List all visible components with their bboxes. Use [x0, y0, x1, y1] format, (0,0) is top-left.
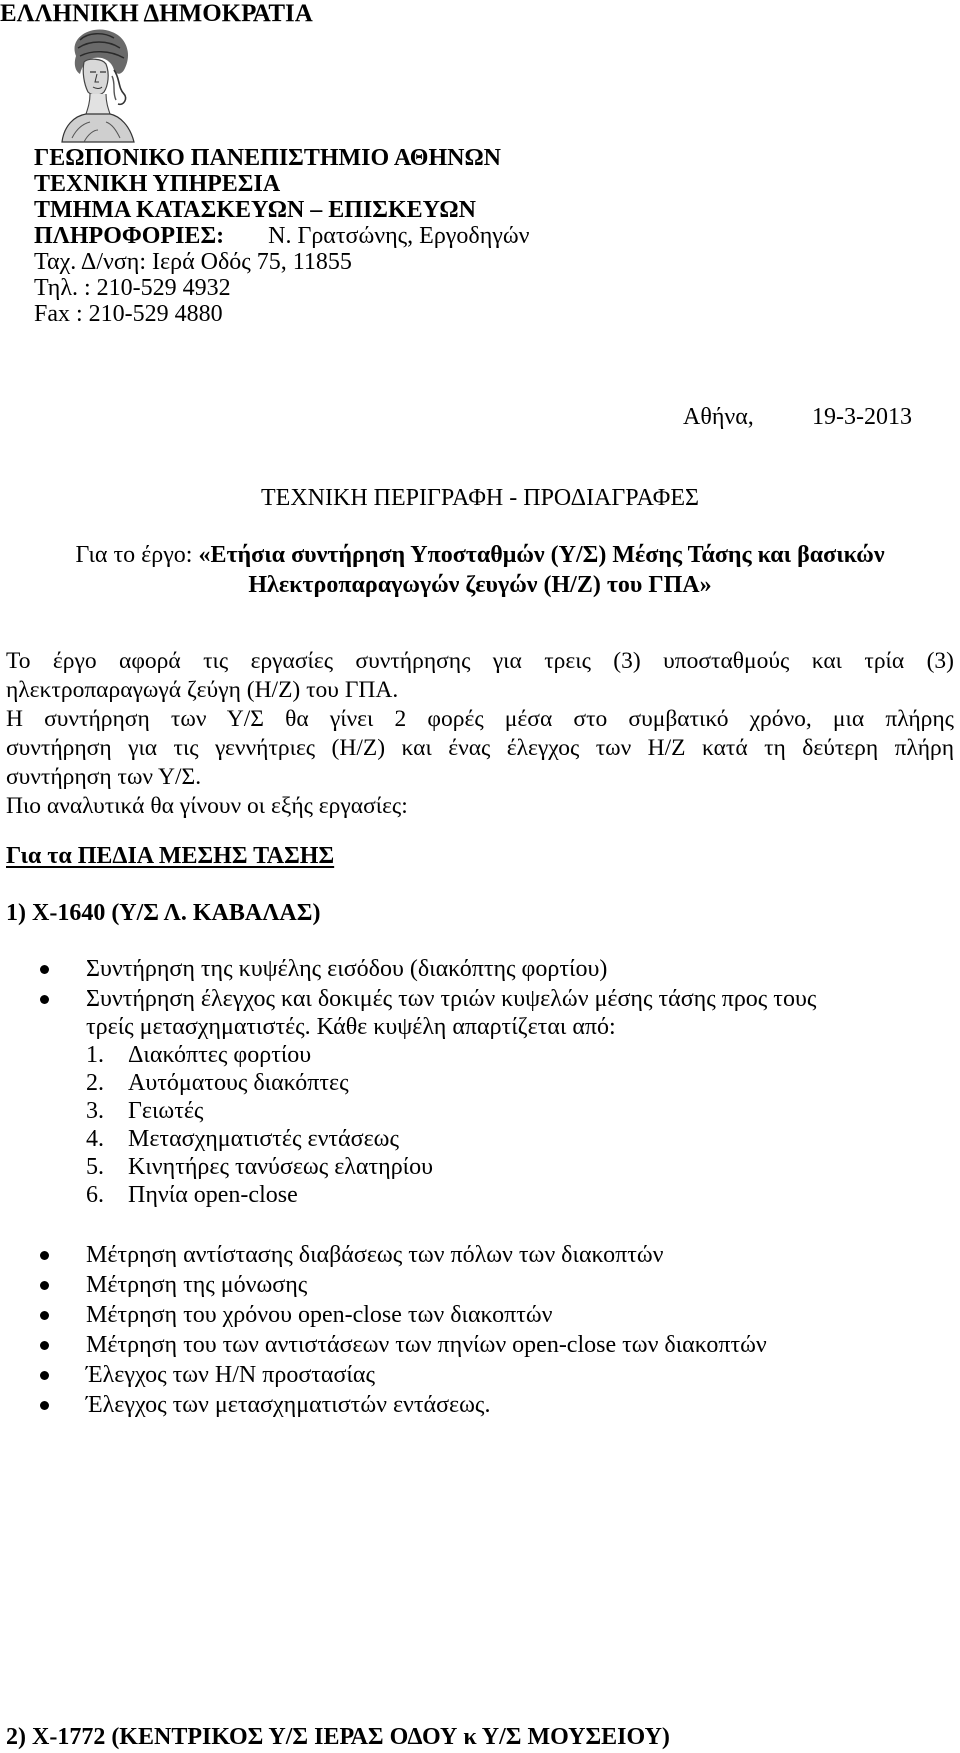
document-title: ΤΕΧΝΙΚΗ ΠΕΡΙΓΡΑΦΗ - ΠΡΟΔΙΑΓΡΑΦΕΣ [261, 485, 699, 511]
task-item: Συντήρηση της κυψέλης εισόδου (διακόπτης φορτίου) [86, 956, 608, 982]
task-item: Συντήρηση έλεγχος και δοκιμές των τριών κυψελών μέσης τάσης προς τους [86, 986, 817, 1012]
numbered-item: 3. Γειωτές [86, 1098, 204, 1124]
bullet-icon [40, 995, 49, 1004]
phone-line: Τηλ. : 210-529 4932 [34, 275, 231, 301]
country-heading: ΕΛΛΗΝΙΚΗ ΔΗΜΟΚΡΑΤΙΑ [0, 0, 313, 27]
university-logo-bust [54, 26, 138, 144]
university-name: ΓΕΩΠΟΝΙΚΟ ΠΑΝΕΠΙΣΤΗΜΙΟ ΑΘΗΝΩΝ [34, 145, 502, 171]
info-label: ΠΛΗΡΟΦΟΡΙΕΣ: [34, 223, 225, 249]
info-value: Ν. Γρατσώνης, Εργοδηγών [268, 223, 530, 249]
info-line [34, 222, 530, 250]
measurement-item: Μέτρηση του χρόνου open-close των διακοπτών [86, 1302, 553, 1328]
measurement-item: Μέτρηση αντίστασης διαβάσεως των πόλων των διακοπτών [86, 1242, 664, 1268]
address-line: Ταχ. Δ/νση: Ιερά Οδός 75, 11855 [34, 249, 352, 275]
measurement-item: Έλεγχος των μετασχηματιστών εντάσεως. [86, 1392, 491, 1418]
substation-1-heading: 1) Χ-1640 (Υ/Σ Λ. ΚΑΒΑΛΑΣ) [6, 900, 321, 926]
numbered-item: 6. Πηνία open-close [86, 1182, 298, 1208]
bullet-icon [40, 1341, 49, 1350]
intro-p3: Πιο αναλυτικά θα γίνουν οι εξής εργασίες: [6, 793, 408, 819]
service-name: ΤΕΧΝΙΚΗ ΥΠΗΡΕΣΙΑ [34, 171, 281, 197]
intro-p2-line2: συντήρηση για τις γεννήτριες (Η/Ζ) και ένας έλεγχος των Η/Ζ κατά τη δεύτερη πλήρη [6, 735, 954, 761]
project-prefix: Για το έργο: [75, 542, 199, 568]
intro-p2-line1: Η συντήρηση των Υ/Σ θα γίνει 2 φορές μέσα στο συμβατικό χρόνο, μια πλήρης [6, 706, 954, 732]
project-line-1 [0, 541, 960, 569]
date-value: 19-3-2013 [812, 404, 912, 430]
numbered-item: 2. Αυτόματους διακόπτες [86, 1070, 349, 1096]
intro-p2-line3: συντήρηση των Υ/Σ. [6, 764, 202, 790]
section-heading-medium-voltage: Για τα ΠΕΔΙΑ ΜΕΣΗΣ ΤΑΣΗΣ [6, 843, 335, 869]
project-name-1: «Ετήσια συντήρηση Υποσταθμών (Υ/Σ) Μέσης Τάσης και βασικών [198, 542, 885, 568]
project-name-2: Ηλεκτροπαραγωγών ζευγών (Η/Ζ) του ΓΠΑ» [248, 572, 712, 598]
numbered-item: 5. Κινητήρες τανύσεως ελατηρίου [86, 1154, 434, 1180]
numbered-item: 4. Μετασχηματιστές εντάσεως [86, 1126, 399, 1152]
fax-line: Fax : 210-529 4880 [34, 301, 223, 327]
bullet-icon [40, 965, 49, 974]
measurement-item: Μέτρηση του των αντιστάσεων των πηνίων open-close των διακοπτών [86, 1332, 767, 1358]
task-item-continuation: τρείς μετασχηματιστές. Κάθε κυψέλη απαρτίζεται από: [86, 1014, 616, 1040]
bullet-icon [40, 1401, 49, 1410]
intro-p1-line1: Το έργο αφορά τις εργασίες συντήρησης για τρεις (3) υποσταθμούς και τρία (3) [6, 648, 954, 674]
substation-2-heading: 2) Χ-1772 (ΚΕΝΤΡΙΚΟΣ Υ/Σ ΙΕΡΑΣ ΟΔΟΥ κ Υ/Σ ΜΟΥΣΕΙΟΥ) [6, 1724, 670, 1750]
numbered-item: 1. Διακόπτες φορτίου [86, 1042, 312, 1068]
bullet-icon [40, 1281, 49, 1290]
date-place: Αθήνα, [683, 404, 754, 430]
intro-p1-line2: ηλεκτροπαραγωγά ζεύγη (Η/Ζ) του ΓΠΑ. [6, 677, 399, 703]
bullet-icon [40, 1251, 49, 1260]
measurement-item: Μέτρηση της μόνωσης [86, 1272, 308, 1298]
bullet-icon [40, 1371, 49, 1380]
department-name: ΤΜΗΜΑ ΚΑΤΑΣΚΕΥΩΝ – ΕΠΙΣΚΕΥΩΝ [34, 197, 476, 223]
bullet-icon [40, 1311, 49, 1320]
measurement-item: Έλεγχος των Η/Ν προστασίας [86, 1362, 375, 1388]
